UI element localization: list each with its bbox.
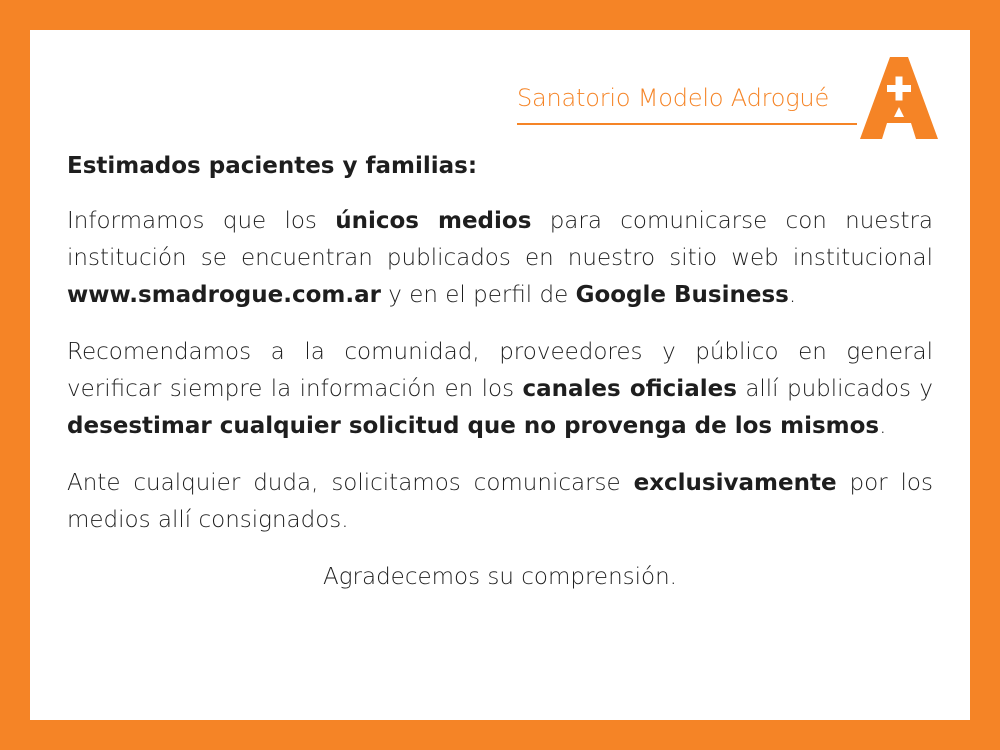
brand-name: Sanatorio Modelo Adrogué [517,84,830,112]
emphasis-google-business: Google Business [575,282,789,308]
website-url: www.smadrogue.com.ar [67,282,381,308]
paragraph-doubts: Ante cualquier duda, solicitamos comunicarse exclusivamente por los medios allí consignados. [67,470,933,533]
brand-header [517,57,937,142]
emphasis-official-channels: canales oficiales [522,376,737,402]
notice-body [67,148,933,596]
brand-underline [517,123,857,125]
greeting: Estimados pacientes y familias: [67,153,478,179]
notice-card [30,30,970,720]
emphasis-dismiss-requests: desestimar cualquier solicitud que no provenga de los mismos [67,413,880,439]
paragraph-contact-channels: Informamos que los únicos medios para comunicarse con nuestra institución se encuentran publicados en nuestro sitio web institucional www.smadrogue.com.ar y en el perfil de Google Business. [67,208,934,308]
closing-line: Agradecemos su comprensión. [322,564,677,590]
a-with-plus-icon [860,57,938,139]
paragraph-recommendation: Recomendamos a la comunidad, proveedores y público en general verificar siempre la información en los canales oficiales allí publicados y desestimar cualquier solicitud que no provenga de los mismos. [67,339,933,439]
emphasis-exclusively: exclusivamente [633,470,837,496]
emphasis-unique-means: únicos medios [335,208,532,234]
